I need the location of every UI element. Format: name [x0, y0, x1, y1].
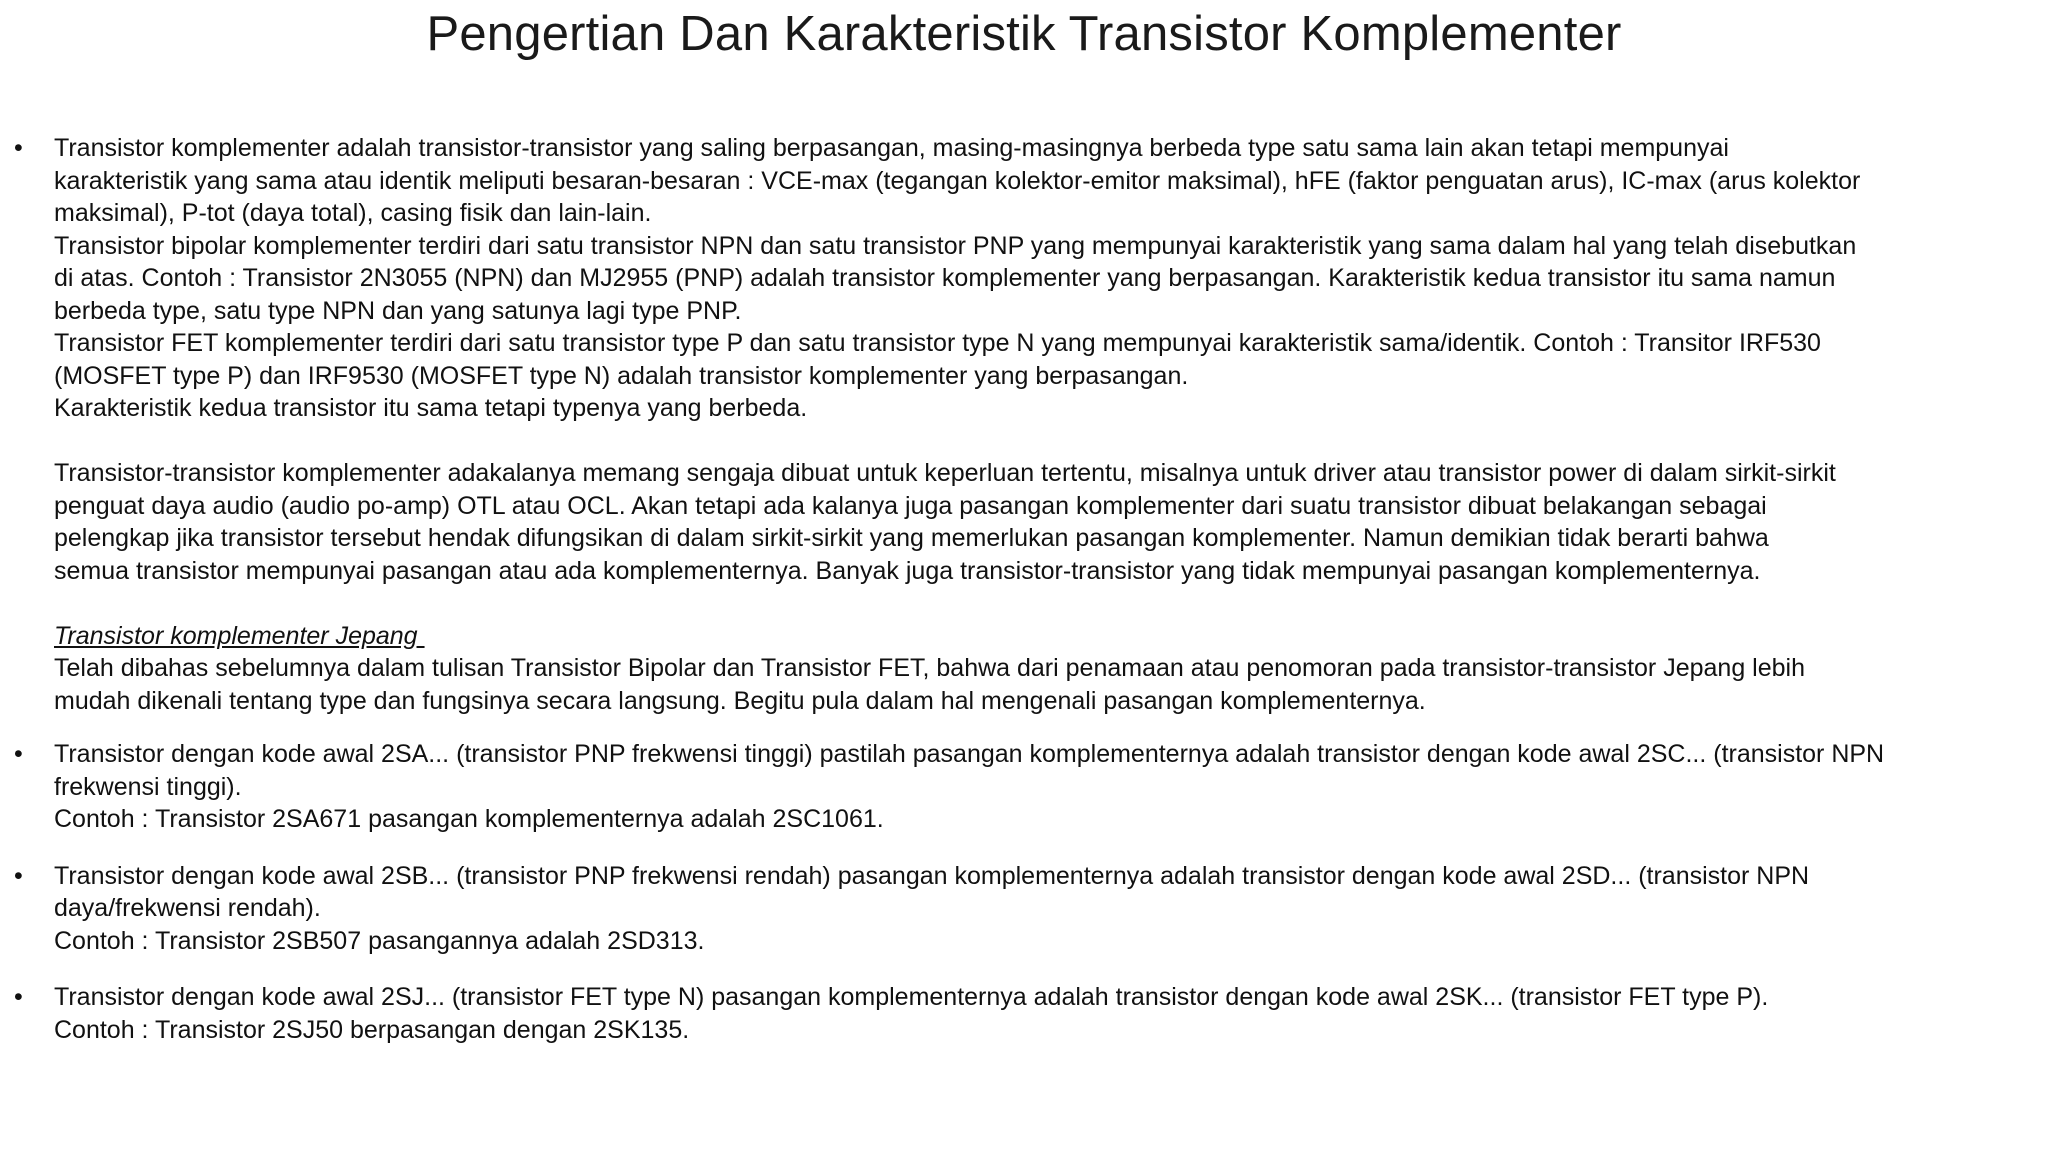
text-line: Contoh : Transistor 2SJ50 berpasangan dengan 2SK135. [54, 1015, 690, 1044]
text-line: di atas. Contoh : Transistor 2N3055 (NPN) dan MJ2955 (PNP) adalah transistor komplementer yang berpasangan. Karakteristik kedua transistor itu sama namun [54, 264, 1836, 292]
text-line: mudah dikenali tentang type dan fungsinya secara langsung. Begitu pula dalam hal mengenali pasangan komplementernya. [54, 686, 1426, 715]
text-line: (MOSFET type P) dan IRF9530 (MOSFET type N) adalah transistor komplementer yang berpasangan. [54, 361, 1189, 390]
text-line: frekwensi tinggi). [54, 772, 242, 801]
spacer [12, 957, 2042, 981]
bullet-icon: • [14, 861, 23, 890]
bullet-item-2sj [12, 981, 2042, 1046]
slide-title: Pengertian Dan Karakteristik Transistor Komplementer [426, 7, 1622, 61]
bullet-icon: • [14, 983, 23, 1011]
bullet-item-2sa [12, 738, 2042, 836]
text-line: penguat daya audio (audio po-amp) OTL atau OCL. Akan tetapi ada kalanya juga pasangan komplementer dari suatu transistor dibuat belakangan sebagai [54, 491, 1767, 520]
text-line: Transistor dengan kode awal 2SJ... (transistor FET type N) pasangan komplementernya adalah transistor dengan kode awal 2SK... (transistor FET type P). [54, 983, 1769, 1011]
subheading-japanese-transistors: Transistor komplementer Jepang [54, 621, 425, 650]
blank-line [54, 587, 2042, 620]
text-line: Transistor-transistor komplementer adakalanya memang sengaja dibuat untuk keperluan tertentu, misalnya untuk driver atau transistor power di dalam sirkit-sirkit [54, 459, 1836, 487]
slide-body [12, 132, 2042, 1046]
text-line: Transistor dengan kode awal 2SB... (transistor PNP frekwensi rendah) pasangan komplementernya adalah transistor dengan kode awal 2SD... (transistor NPN [54, 861, 1810, 890]
bullet-icon: • [14, 134, 23, 162]
text-line: Karakteristik kedua transistor itu sama tetapi typenya yang berbeda. [54, 394, 808, 422]
text-line: semua transistor mempunyai pasangan atau ada komplementernya. Banyak juga transistor-transistor yang tidak mempunyai pasangan komplementernya. [54, 556, 1761, 585]
blank-line [54, 425, 2042, 458]
text-line: maksimal), P-tot (daya total), casing fisik dan lain-lain. [54, 199, 652, 227]
text-line: Telah dibahas sebelumnya dalam tulisan Transistor Bipolar dan Transistor FET, bahwa dari penamaan atau penomoran pada transistor-transistor Jepang lebih [54, 654, 1805, 682]
text-line: pelengkap jika transistor tersebut hendak difungsikan di dalam sirkit-sirkit yang memerlukan pasangan komplementer. Namun demikian tidak berarti bahwa [54, 524, 1769, 552]
spacer [12, 836, 2042, 860]
text-line: Transistor FET komplementer terdiri dari satu transistor type P dan satu transistor type N yang mempunyai karakteristik sama/identik. Contoh : Transitor IRF530 [54, 329, 1821, 357]
text-line: daya/frekwensi rendah). [54, 894, 321, 922]
text-line: berbeda type, satu type NPN dan yang satunya lagi type PNP. [54, 296, 742, 325]
spacer [12, 717, 2042, 738]
text-line: Transistor dengan kode awal 2SA... (transistor PNP frekwensi tinggi) pastilah pasangan komplementernya adalah transistor dengan kode awal 2SC... (transistor NPN [54, 740, 1885, 768]
text-line: Contoh : Transistor 2SA671 pasangan komplementernya adalah 2SC1061. [54, 805, 884, 833]
bullet-item-intro [12, 132, 2042, 717]
text-line: Transistor komplementer adalah transistor-transistor yang saling berpasangan, masing-masingnya berbeda type satu sama lain akan tetapi mempunyai [54, 134, 1729, 162]
text-line: karakteristik yang sama atau identik meliputi besaran-besaran : VCE-max (tegangan kolektor-emitor maksimal), hFE (faktor penguatan arus), IC-max (arus kolektor [54, 166, 1861, 195]
bullet-icon: • [14, 740, 23, 768]
text-line: Transistor bipolar komplementer terdiri dari satu transistor NPN dan satu transistor PNP yang mempunyai karakteristik yang sama dalam hal yang telah disebutkan [54, 231, 1857, 260]
text-line: Contoh : Transistor 2SB507 pasangannya adalah 2SD313. [54, 926, 705, 955]
bullet-item-2sb [12, 860, 2042, 958]
